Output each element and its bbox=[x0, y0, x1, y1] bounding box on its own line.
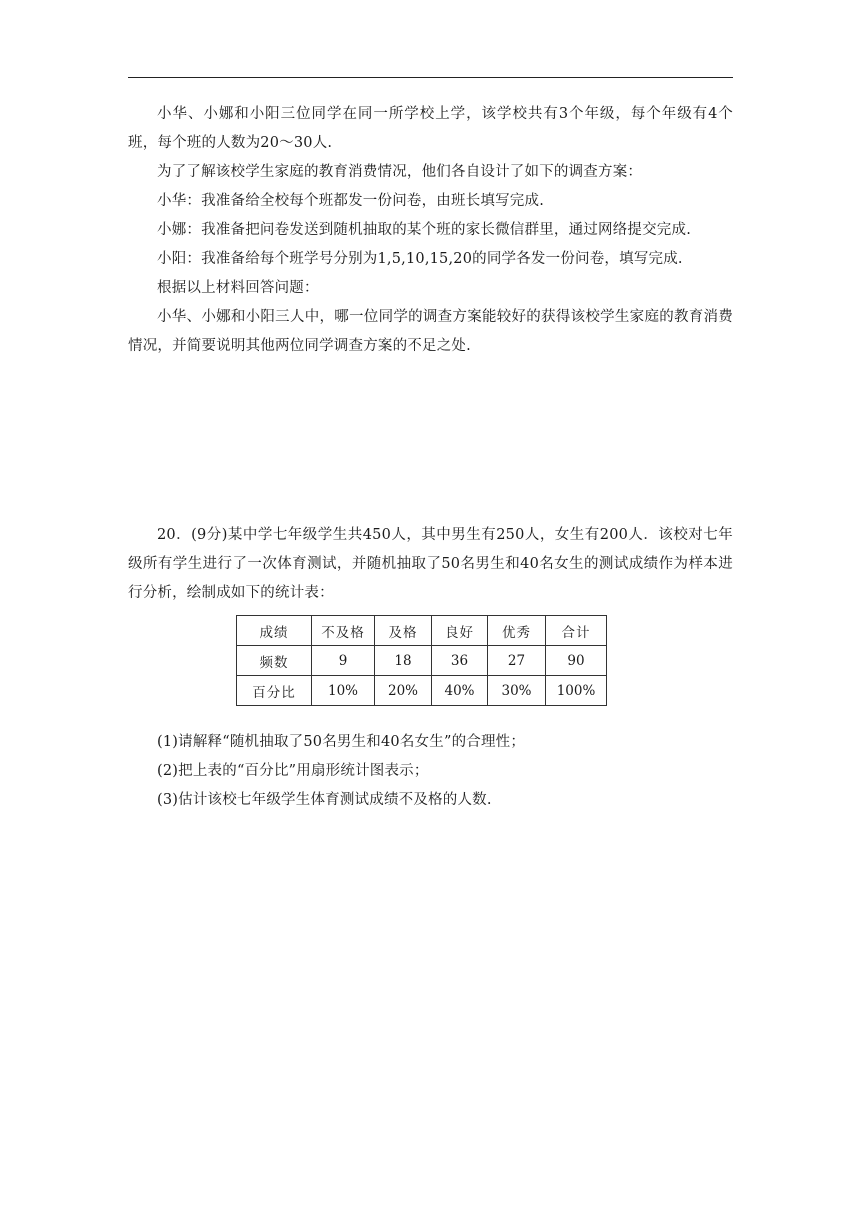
table-cell: 40% bbox=[432, 676, 488, 706]
plan-xiaona: 小娜：我准备把问卷发送到随机抽取的某个班的家长微信群里，通过网络提交完成. bbox=[157, 222, 692, 238]
table-cell: 100% bbox=[546, 676, 607, 706]
problem20-question-3: (3)估计该校七年级学生体育测试成绩不及格的人数. bbox=[157, 792, 492, 808]
problem20-stem: 20．(9分)某中学七年级学生共450人，其中男生有250人，女生有200人．该校对七年级所有学生进行了一次体育测试，并随机抽取了50名男生和40名女生的测试成绩作为样本进行分析，绘制成如下的统计表： bbox=[128, 527, 733, 601]
header-rule bbox=[128, 77, 733, 78]
problem19-purpose: 为了了解该校学生家庭的教育消费情况，他们各自设计了如下的调查方案： bbox=[157, 164, 643, 180]
table-cell: 90 bbox=[546, 646, 607, 676]
table-cell: 18 bbox=[375, 646, 432, 676]
table-header-cell: 不及格 bbox=[312, 616, 375, 646]
table-header-row bbox=[237, 616, 607, 646]
table-row-percentage bbox=[237, 676, 607, 706]
table-cell: 20% bbox=[375, 676, 432, 706]
table-row-label: 百分比 bbox=[237, 676, 312, 706]
table-cell: 10% bbox=[312, 676, 375, 706]
table-header-cell: 及格 bbox=[375, 616, 432, 646]
problem20-question-2: (2)把上表的“百分比”用扇形统计图表示； bbox=[157, 763, 429, 779]
plan-xiaohua: 小华：我准备给全校每个班都发一份问卷，由班长填写完成. bbox=[157, 193, 545, 209]
table-cell: 36 bbox=[432, 646, 488, 676]
problem20-question-1: (1)请解释“随机抽取了50名男生和40名女生”的合理性； bbox=[157, 734, 526, 750]
table-header-cell: 成绩 bbox=[237, 616, 312, 646]
problem19-intro: 小华、小娜和小阳三位同学在同一所学校上学，该学校共有3个年级，每个年级有4个班，每个班的人数为20～30人. bbox=[128, 106, 733, 151]
table-header-cell: 良好 bbox=[432, 616, 488, 646]
table-cell: 27 bbox=[488, 646, 546, 676]
table-header-cell: 优秀 bbox=[488, 616, 546, 646]
problem19-question: 小华、小娜和小阳三人中，哪一位同学的调查方案能较好的获得该校学生家庭的教育消费情况，并简要说明其他两位同学调查方案的不足之处. bbox=[128, 309, 733, 354]
table-row-label: 频数 bbox=[237, 646, 312, 676]
problem19-prompt: 根据以上材料回答问题： bbox=[157, 280, 319, 296]
table-cell: 30% bbox=[488, 676, 546, 706]
plan-xiaoyang: 小阳：我准备给每个班学号分别为1,5,10,15,20的同学各发一份问卷，填写完成. bbox=[157, 251, 683, 267]
table-cell: 9 bbox=[312, 646, 375, 676]
table-header-cell: 合计 bbox=[546, 616, 607, 646]
table-row-frequency bbox=[237, 646, 607, 676]
score-statistics-table bbox=[236, 615, 607, 706]
